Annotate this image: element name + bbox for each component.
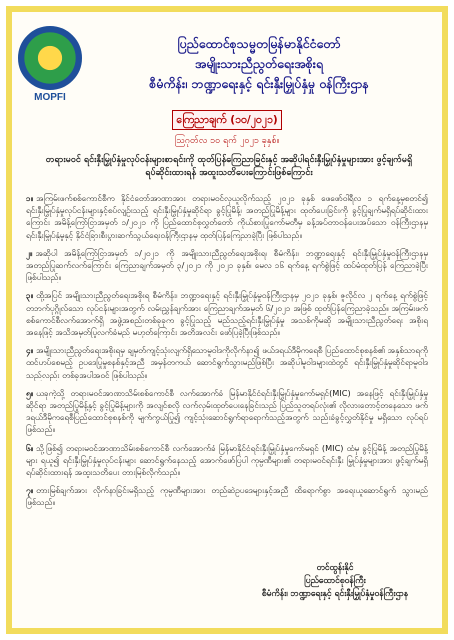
document-body — [26, 192, 428, 515]
paragraph-number: ၄။ — [26, 345, 34, 356]
signatory-name: တင်ထွန်းနိုင် — [316, 563, 354, 573]
paragraph — [26, 247, 428, 284]
logo-text: MOPFI — [34, 92, 66, 103]
paragraph — [26, 289, 428, 338]
paragraph — [26, 387, 428, 436]
paragraph-number: ၁။ — [26, 193, 34, 203]
paragraph-text: တားမြစ်ချက်အား လိုက်နာခြင်းမရှိသည့် ကုမ္ပဏီများအား တည်ဆဲဥပဒေများနှင့်အညီ ထိရောက်စွာ အရေးယူဆောင်ရွက် သွားမည်ဖြစ်သည်။ — [26, 485, 428, 508]
paragraph-text: အဆိုပါ အမိန့်ကြော်ငြာအမှတ် ၁/၂၀၂၁ ကို အမျိုးသားညီညွတ်ရေးအစိုးရ၊ စီမံကိန်း၊ ဘဏ္ဍာရေးနှင့် ရင်းနှီးမြှုပ်နှံမှုဝန်ကြီးဌာနမှ အတည်ပြုဆက်လက်ကြောင်း ကြေညာချက်အမှတ် ၃/၂၀၂၁ ကို ၂၀၂၁ ခုနှစ်၊ မေလ ၁၆ ရက်နေ့ ရက်စွဲဖြင့် ထပ်မံထုတ်ပြန် ကြေညာခဲ့ပြီး ဖြစ်ပါသည်။ — [26, 247, 428, 283]
document-subject: တရားမဝင် ရင်းနှီးမြှုပ်နှံမှုလုပ်ငန်းများစာရင်းကို ထုတ်ပြန်ကြေညာခြင်းနှင့် အဆိုပါရင်းနှီးမြှုပ်နှံမှုများအား ဖွင့်ချက်မရှိ ရပ်ဆိုင်းထားရန် အထူးသတိပေးကြောင်းဖြစ်ကြောင်း — [45, 155, 413, 178]
paragraph-text: ထို့အပြင် အမျိုးသားညီညွတ်ရေးအစိုးရ စီမံကိန်း၊ ဘဏ္ဍာရေးနှင့် ရင်းနှီးမြှုပ်နှံမှုဝန်ကြီးဌာနမှ ၂၀၂၁ ခုနှစ်၊ ဇူလိုင်လ ၂ ရက်နေ့ ရက်စွဲဖြင့် တဘက်ပုဂ္ဂိုလ်သော လုပ်ငန်းများအတွက် လမ်းညွှန်ချက်အား ကြေညာချက်အမှတ် ၆/၂၀၂၁ အဖြစ် ထုတ်ပြန်ကြေညာခဲ့သည်။ အကြမ်းဖက်စစ်ကောင်စီလက်အောက်ရှိ အဖွဲ့အစည်းတစ်ခုခုက ခွင့်ပြုသည့် မည်သည့်ရင်းနှီးမြှုပ်နှံမှု အသစ်ကိုမဆို အမျိုးသားညီညွတ်ရေး အစိုးရအနေဖြင့် အသိအမှတ်ပြုလက်ခံမည် မဟုတ်ကြောင်း အတိအလင်း ဖော်ပြခဲ့ပြီးဖြစ်သည်။ — [26, 290, 428, 338]
header-title-block — [94, 34, 424, 94]
letterhead — [14, 14, 440, 114]
header-line-3: စီမံကိန်း၊ ဘဏ္ဍာရေးနှင့် ရင်းနှီးမြှုပ်နှံမှု ဝန်ကြီးဌာန — [149, 76, 369, 91]
peacock-emblem-icon — [18, 26, 82, 90]
paragraph-text: ယခုကဲ့သို့ တရားမဝင်အာဏာသိမ်းစစ်ကောင်စီ လက်အောက်ခံ မြန်မာနိုင်ငံရင်းနှီးမြှုပ်နှံမှုကော်မရှင်(MIC) အနေဖြင့် ရင်းနှီးမြှုပ်နှံမှုဆိုင်ရာ အတည်ပြုမိန့်နှင့် ခွင့်ပြုမိန့်များကို အလျင်စလို လက်လှမ်းထုတ်ပေးနေခြင်းသည် ပြည်သူတရပ်လုံး၏ လိုလားတောင့်တနေသော ဖက်ဒရယ်ဒီမိုကရေစီပြည်ထောင်စုစနစ်ကို မျက်ကွယ်ပြု၍ ကျင့်သုံးဆောင်ရွက်ရာရောက်သည့်အတွက် သည်းခံခွင့်လွှတ်နိုင်မှု မရှိသော လုပ်ရပ်ဖြစ်သည်။ — [26, 387, 428, 435]
paragraph-number: ၇။ — [26, 485, 34, 496]
signatory-ministry: စီမံကိန်း၊ ဘဏ္ဍာရေးနှင့် ရင်းနှီးမြှုပ်နှံမှုဝန်ကြီးဌာန — [261, 589, 409, 599]
paragraph-number: ၅။ — [26, 387, 34, 398]
paragraph — [26, 484, 428, 508]
header-line-2: အမျိုးသားညီညွတ်ရေးအစိုးရ — [194, 56, 324, 71]
paragraph — [26, 442, 428, 479]
paragraph-number: ၃။ — [26, 290, 34, 301]
header-line-1: ပြည်ထောင်စုသမ္မတမြန်မာနိုင်ငံတော် — [177, 36, 341, 51]
paragraph — [26, 192, 428, 241]
signature-block — [240, 562, 430, 601]
paragraph-text: သို့ဖြစ်၍ တရားမဝင်အာဏာသိမ်းစစ်ကောင်စီ လက်အောက်ခံ မြန်မာနိုင်ငံရင်းနှီးမြှုပ်နှံမှုကော်မရှင် (MIC) ထံမှ ခွင့်ပြုမိန့် အတည်ပြုမိန့်များ ရယူ၍ ရင်းနှီးမြှုပ်နှံမှုလုပ်ငန်းများ ဆောင်ရွက်နေသည့် အောက်ဖော်ပြပါ ကုမ္ပဏီများ၏ တရားမဝင်ရင်းနှီး မြှုပ်နှံမှုများအား ဖွင့်ချက်မရှိရပ်ဆိုင်းထားရန် အထူးသတိပေး တားမြစ်လိုက်သည်။ — [26, 442, 428, 478]
notice-number: ကြေညာချက် (၁၀/၂၀၂၁) — [172, 110, 282, 130]
ministry-logo — [18, 26, 82, 108]
document-date: ဩဂုတ်လ ၁၀ ရက် ၂၀၂၁ ခုနှစ်။ — [174, 136, 280, 146]
paragraph — [26, 344, 428, 381]
paragraph-number: ၂။ — [26, 247, 33, 258]
signatory-title: ပြည်ထောင်စုဝန်ကြီး — [304, 576, 366, 586]
paragraph-text: အကြမ်းဖက်စစ်ကောင်စီက နိုင်ငံတော်အာဏာအား တရားမဝင်လုယူလိုက်သည့် ၂၀၂၁ ခုနှစ် ဖေဖော်ဝါရီလ ၁ ရက်နေ့မှစတင်၍ ရင်းနှီးမြှုပ်နှံမှုလုပ်ငန်းများနှင့်စပ်လျဉ်းသည့် ရင်းနှီးမြှုပ်နှံမှုဆိုင်ရာ ခွင့်ပြုမိန့်၊ အတည်ပြုမိန့်များ ထုတ်ပေးခြင်းကို ခွင့်ပြုချက်မရှိရပ်ဆိုင်းထားကြောင်း အမိန့်ကြော်ငြာအမှတ် ၁/၂၀၂၁ ကို ပြည်ထောင်စုလွှတ်တော် ကိုယ်စားပြုကော်မတီမှ ခန့်အပ်တာဝန်ပေးအပ်သော ဝန်ကြီးဌာနမှ ရင်းနှီးမြှုပ်နှံမှုနှင့် နိုင်ငံခြားစီးပွားဆက်သွယ်ရေးဝန်ကြီးဌာနမှ ထုတ်ပြန်ကြေညာခဲ့ပြီး ဖြစ်ပါသည်။ — [26, 193, 428, 240]
paragraph-number: ၆။ — [26, 442, 34, 453]
paragraph-text: အမျိုးသားညီညွတ်ရေးအစိုးရမှ ချမှတ်ကျင့်သုံးလျက်ရှိသောမူဝါဒကိုလိုက်နာ၍ ဖယ်ဒရယ်ဒီမိုကရေစီ ပြည်ထောင်စုစနစ်၏ အနှစ်သာရကို ထင်ဟပ်စေမည့် ဥပဒေပြုမှုစနစ်နှင့်အညီ အမှန်တကယ် ဆောင်ရွက်သွားမည်ဖြစ်ပြီး အဆိုပါမူဝါဒများထဲတွင် ရင်းနှီးမြှုပ်နှံမှုဆိုင်ရာမူဝါဒ သည်လည်း တစ်ခုအပါအဝင် ဖြစ်ပါသည်။ — [26, 345, 428, 380]
document — [14, 14, 440, 626]
